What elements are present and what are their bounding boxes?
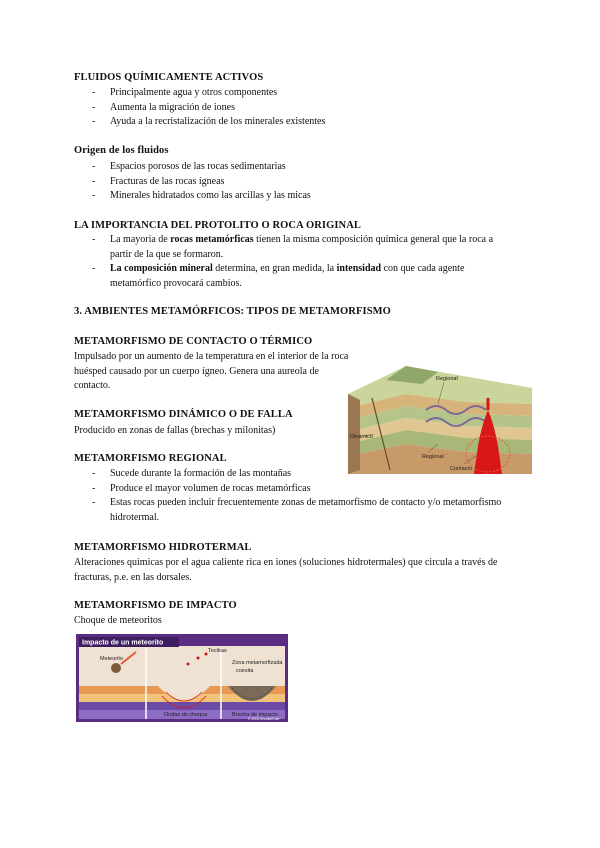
list-item: - Espacios porosos de las rocas sedimentarias xyxy=(74,160,534,175)
label-tectitas: Tectitas xyxy=(208,648,227,654)
impacto-heading: METAMORFISMO DE IMPACTO xyxy=(74,600,237,611)
list-item: - Sucede durante la formación de las montañas xyxy=(74,467,514,482)
hidrotermal-text: Alteraciones químicas por el agua caliente rica en iones (soluciones hidrotermales) que circula a través de fracturas, p.e. en las dorsales. xyxy=(74,557,498,583)
list-item xyxy=(74,233,514,262)
list-item: - Fracturas de las rocas ígneas xyxy=(74,175,534,190)
list-item: - Aumenta la migración de iones xyxy=(74,101,534,116)
label-coesita: coesita xyxy=(236,668,254,674)
contacto-heading: METAMORFISMO DE CONTACTO O TÉRMICO xyxy=(74,336,313,347)
label-dinamico: Dinámico xyxy=(350,434,373,440)
text-run: tienen la misma composición química general que la roca a partir de la que se formaron. xyxy=(110,234,494,260)
text-run: determina, en gran medida, la xyxy=(212,263,337,275)
ambientes-heading: 3. AMBIENTES METAMÓRFICOS: TIPOS DE METAMORFISMO xyxy=(74,306,391,317)
bold-term: intensidad xyxy=(336,263,382,275)
label-meteorito: Meteorito xyxy=(100,656,123,662)
label-brecha: Brecha de impacto xyxy=(232,712,278,718)
origen-list xyxy=(74,160,534,204)
contacto-text: Impulsado por un aumento de la temperatura en el interior de la roca huésped causado por un cuerpo ígneo. Genera una aureola de contacto. xyxy=(74,351,349,392)
list-item: - Minerales hidratados como las arcillas y las micas xyxy=(74,189,534,204)
list-item xyxy=(74,262,514,291)
bold-term: La composición mineral xyxy=(110,263,213,275)
regional-heading: METAMORFISMO REGIONAL xyxy=(74,453,227,464)
list-item: - Ayuda a la recristalización de los minerales existentes xyxy=(74,115,534,130)
dinamico-text: Producido en zonas de fallas (brechas y milonitas) xyxy=(74,425,276,436)
dinamico-heading: METAMORFISMO DINÁMICO O DE FALLA xyxy=(74,409,293,420)
regional-list xyxy=(74,467,514,525)
metamorphism-block-diagram xyxy=(346,358,532,474)
fluidos-heading: FLUIDOS QUÍMICAMENTE ACTIVOS xyxy=(74,72,264,83)
impacto-text: Choque de meteoritos xyxy=(74,615,162,626)
text-run: La mayoría de xyxy=(110,234,171,245)
bold-term: rocas metamórficas xyxy=(170,234,254,245)
protolito-list xyxy=(74,233,514,291)
hidrotermal-heading: METAMORFISMO HIDROTERMAL xyxy=(74,542,252,553)
label-zona: Zona metamorfizada xyxy=(232,660,283,666)
label-regional-bottom: Regional xyxy=(422,454,444,460)
label-regional-top: Regional xyxy=(436,376,458,382)
list-item: - Estas rocas pueden incluir frecuentemente zonas de metamorfismo de contacto y/o metamorfismo hidrotermal. xyxy=(74,496,514,525)
list-item: - Principalmente agua y otros componentes xyxy=(74,86,534,101)
protolito-heading: LA IMPORTANCIA DEL PROTOLITO O ROCA ORIGINAL xyxy=(74,220,361,231)
label-ondas: Ondas de choque xyxy=(164,712,208,718)
fluidos-list xyxy=(74,86,534,130)
list-item: - Produce el mayor volumen de rocas metamórficas xyxy=(74,482,514,497)
meteorite-impact-diagram xyxy=(76,634,288,722)
origen-heading: Origen de los fluidos xyxy=(74,145,169,156)
impact-title: Impacto de un meteorito xyxy=(82,639,164,647)
label-contacto: Contacto xyxy=(450,466,473,472)
credit-text: © 2003 Brooks/Cole xyxy=(248,717,280,721)
text-run: con que cada agente metamórfico provocará cambios. xyxy=(110,263,465,289)
